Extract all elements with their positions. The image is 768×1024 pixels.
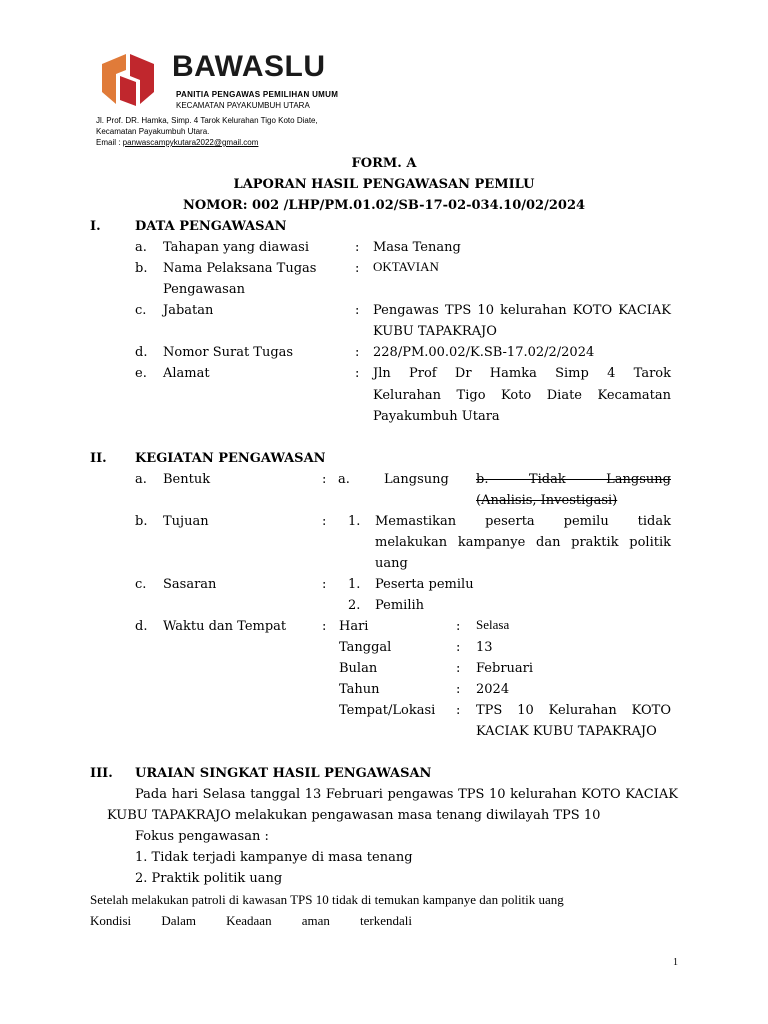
logo-text: BAWASLU (172, 50, 326, 83)
row-colon: : (322, 514, 327, 529)
row-letter: d. (135, 619, 148, 634)
row-letter: e. (135, 366, 147, 381)
tujuan-text-cont: melakukan kampanye dan praktik politik (375, 535, 671, 550)
row-label: Tahapan yang diawasi (163, 240, 309, 255)
option-a-letter: a. (338, 472, 350, 487)
sasaran-item: Pemilih (375, 598, 425, 613)
row-letter: b. (135, 514, 148, 529)
section-title: DATA PENGAWASAN (135, 219, 287, 234)
row-letter: d. (135, 345, 148, 360)
email-link[interactable]: panwascampykutara2022@gmail.com (122, 138, 259, 147)
option-langsung: Langsung (384, 472, 449, 487)
row-value: Pengawas TPS 10 kelurahan KOTO KACIAK (373, 303, 671, 318)
row-letter: a. (135, 472, 147, 487)
focus-heading: Fokus pengawasan : (135, 829, 269, 844)
option-tidak-langsung: b. Tidak Langsung (476, 472, 671, 487)
row-label: Tujuan (163, 514, 209, 529)
form-number: NOMOR: 002 /LHP/PM.01.02/SB-17-02-034.10/02/2024 (182, 198, 586, 213)
list-number: 1. (348, 577, 361, 592)
row-label: Nomor Surat Tugas (163, 345, 294, 360)
waktu-key: Bulan (339, 661, 378, 676)
waktu-key: Tahun (339, 682, 380, 697)
row-label: Waktu dan Tempat (163, 619, 287, 634)
row-value: OKTAVIAN (373, 259, 439, 274)
section-title: URAIAN SINGKAT HASIL PENGAWASAN (135, 766, 432, 781)
waktu-value: TPS 10 Kelurahan KOTO (476, 703, 671, 718)
row-value-cont: KUBU TAPAKRAJO (373, 324, 497, 339)
section-numeral: I. (90, 219, 101, 234)
row-letter: a. (135, 240, 147, 255)
row-colon: : (355, 303, 360, 318)
row-label-cont: Pengawasan (163, 282, 245, 297)
form-title: LAPORAN HASIL PENGAWASAN PEMILU (233, 177, 535, 192)
row-value: Jln Prof Dr Hamka Simp 4 Tarok (373, 366, 671, 381)
row-colon: : (355, 261, 360, 276)
paragraph-line: KUBU TAPAKRAJO melakukan pengawasan masa tenang diwilayah TPS 10 (107, 808, 601, 823)
focus-item: 1. Tidak terjadi kampanye di masa tenang (135, 850, 413, 865)
waktu-key: Hari (339, 619, 369, 634)
row-colon: : (355, 240, 360, 255)
row-letter: c. (135, 303, 147, 318)
section-title: KEGIATAN PENGAWASAN (135, 451, 326, 466)
form-code: FORM. A (351, 156, 417, 171)
sasaran-item: Peserta pemilu (375, 577, 474, 592)
row-colon: : (355, 366, 360, 381)
option-tidak-langsung-cont: (Analisis, Investigasi) (476, 493, 618, 508)
waktu-value: Februari (476, 661, 534, 676)
row-colon: : (355, 345, 360, 360)
waktu-colon: : (456, 703, 461, 718)
row-label: Sasaran (163, 577, 217, 592)
row-label: Bentuk (163, 472, 211, 487)
list-number: 1. (348, 514, 361, 529)
waktu-value-cont: KACIAK KUBU TAPAKRAJO (476, 724, 657, 739)
waktu-key: Tanggal (339, 640, 392, 655)
address-line-1: Jl. Prof. DR. Hamka, Simp. 4 Tarok Kelurahan Tigo Koto Diate, (96, 116, 318, 125)
email-line (96, 138, 258, 147)
row-value: 228/PM.00.02/K.SB-17.02/2/2024 (373, 345, 595, 360)
condition-line: Kondisi Dalam Keadaan aman terkendali (90, 913, 412, 928)
result-line: Setelah melakukan patroli di kawasan TPS 10 tidak di temukan kampanye dan politik uang (90, 892, 564, 907)
paragraph-line: Pada hari Selasa tanggal 13 Februari pengawas TPS 10 kelurahan KOTO KACIAK (135, 787, 678, 802)
bawaslu-logo-icon (96, 48, 158, 108)
row-colon: : (322, 619, 327, 634)
waktu-colon: : (456, 640, 461, 655)
waktu-value: 2024 (476, 682, 510, 697)
email-label: Email : (96, 138, 123, 147)
focus-item: 2. Praktik politik uang (135, 871, 283, 886)
waktu-value: Selasa (476, 617, 510, 632)
section-numeral: II. (90, 451, 107, 466)
row-colon: : (322, 472, 327, 487)
row-letter: c. (135, 577, 147, 592)
waktu-key: Tempat/Lokasi (339, 703, 436, 718)
waktu-colon: : (456, 619, 461, 634)
waktu-value: 13 (476, 640, 493, 655)
row-value-cont: Payakumbuh Utara (373, 409, 500, 424)
list-number: 2. (348, 598, 361, 613)
address-line-2: Kecamatan Payakumbuh Utara. (96, 127, 210, 136)
org-line-1: PANITIA PENGAWAS PEMILIHAN UMUM (176, 90, 339, 99)
row-value: Masa Tenang (373, 240, 461, 255)
row-colon: : (322, 577, 327, 592)
row-label: Nama Pelaksana Tugas (163, 261, 317, 276)
waktu-colon: : (456, 682, 461, 697)
waktu-colon: : (456, 661, 461, 676)
tujuan-text: Memastikan peserta pemilu tidak (375, 514, 671, 529)
page-number: 1 (673, 957, 678, 968)
tujuan-text-cont: uang (375, 556, 408, 571)
org-line-2: KECAMATAN PAYAKUMBUH UTARA (176, 101, 310, 110)
row-value-cont: Kelurahan Tigo Koto Diate Kecamatan (373, 388, 671, 403)
row-label: Alamat (163, 366, 210, 381)
row-label: Jabatan (163, 303, 214, 318)
section-numeral: III. (90, 766, 113, 781)
row-letter: b. (135, 261, 148, 276)
